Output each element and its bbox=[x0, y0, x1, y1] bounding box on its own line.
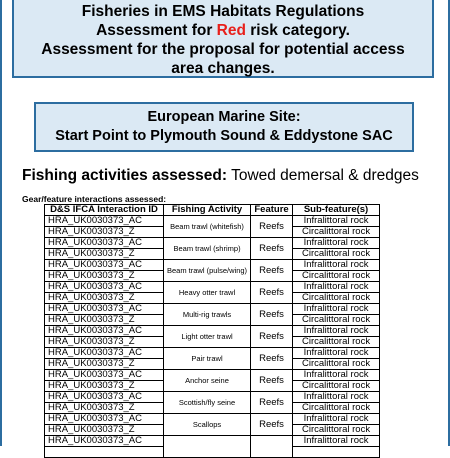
table-row bbox=[45, 238, 380, 249]
subfeature-cell: Circalittoral rock bbox=[293, 227, 380, 238]
interaction-id-cell: HRA_UK0030373_AC bbox=[45, 238, 164, 249]
interaction-id-cell: HRA_UK0030373_Z bbox=[45, 293, 164, 304]
fishing-activity-cell: Beam trawl (shrimp) bbox=[164, 238, 251, 260]
interaction-id-cell: HRA_UK0030373_Z bbox=[45, 337, 164, 348]
interaction-id-cell: HRA_UK0030373_Z bbox=[45, 403, 164, 414]
subfeature-cell: Circalittoral rock bbox=[293, 337, 380, 348]
fishing-activities-value: Towed demersal & dredges bbox=[227, 167, 419, 184]
subfeature-cell: Infralittoral rock bbox=[293, 282, 380, 293]
subfeature-cell: Infralittoral rock bbox=[293, 436, 380, 447]
fishing-activity-cell: Scottish/fly seine bbox=[164, 392, 251, 414]
fishing-activity-cell: Beam trawl (whitefish) bbox=[164, 216, 251, 238]
interaction-id-cell: HRA_UK0030373_Z bbox=[45, 359, 164, 370]
table-row bbox=[45, 282, 380, 293]
interaction-id-cell bbox=[45, 447, 164, 458]
table-row bbox=[45, 348, 380, 359]
table-row bbox=[45, 304, 380, 315]
table-header-row bbox=[45, 205, 380, 216]
interaction-id-cell: HRA_UK0030373_Z bbox=[45, 381, 164, 392]
interaction-id-cell: HRA_UK0030373_AC bbox=[45, 414, 164, 425]
feature-cell: Reefs bbox=[251, 348, 293, 370]
table-row bbox=[45, 414, 380, 425]
interaction-id-cell: HRA_UK0030373_Z bbox=[45, 271, 164, 282]
fishing-activity-cell: Scallops bbox=[164, 414, 251, 436]
interaction-id-cell: HRA_UK0030373_Z bbox=[45, 315, 164, 326]
col-header-activity: Fishing Activity bbox=[164, 205, 251, 216]
interaction-id-cell: HRA_UK0030373_AC bbox=[45, 436, 164, 447]
feature-cell: Reefs bbox=[251, 282, 293, 304]
interaction-id-cell: HRA_UK0030373_AC bbox=[45, 392, 164, 403]
subfeature-cell: Circalittoral rock bbox=[293, 271, 380, 282]
feature-cell: Reefs bbox=[251, 216, 293, 238]
header-line-2 bbox=[14, 21, 432, 40]
interaction-id-cell: HRA_UK0030373_AC bbox=[45, 326, 164, 337]
subfeature-cell: Circalittoral rock bbox=[293, 293, 380, 304]
subfeature-cell: Circalittoral rock bbox=[293, 381, 380, 392]
col-header-subfeature: Sub-feature(s) bbox=[293, 205, 380, 216]
fishing-activity-cell: Heavy otter trawl bbox=[164, 282, 251, 304]
subfeature-cell: Infralittoral rock bbox=[293, 326, 380, 337]
subfeature-cell: Circalittoral rock bbox=[293, 403, 380, 414]
interaction-id-cell: HRA_UK0030373_AC bbox=[45, 216, 164, 227]
interaction-id-cell: HRA_UK0030373_AC bbox=[45, 370, 164, 381]
header-line-2-post: risk category. bbox=[245, 22, 350, 39]
header-line-3: Assessment for the proposal for potential access bbox=[41, 41, 405, 58]
fishing-activity-cell bbox=[164, 436, 251, 458]
subfeature-cell: Infralittoral rock bbox=[293, 304, 380, 315]
feature-cell: Reefs bbox=[251, 260, 293, 282]
fishing-activities-label: Fishing activities assessed: bbox=[22, 167, 228, 184]
subfeature-cell: Infralittoral rock bbox=[293, 260, 380, 271]
document-header bbox=[12, 0, 434, 78]
fishing-activity-cell: Beam trawl (pulse/wing) bbox=[164, 260, 251, 282]
subfeature-cell: Infralittoral rock bbox=[293, 348, 380, 359]
site-line-1: European Marine Site: bbox=[147, 109, 301, 125]
feature-cell: Reefs bbox=[251, 392, 293, 414]
interaction-id-cell: HRA_UK0030373_Z bbox=[45, 249, 164, 260]
table-row bbox=[45, 260, 380, 271]
site-line-2: Start Point to Plymouth Sound & Eddystone SAC bbox=[55, 128, 393, 144]
subfeature-cell: Circalittoral rock bbox=[293, 315, 380, 326]
header-line-1: Fisheries in EMS Habitats Regulations bbox=[81, 3, 365, 20]
subfeature-cell: Infralittoral rock bbox=[293, 370, 380, 381]
fishing-activity-cell: Pair trawl bbox=[164, 348, 251, 370]
fishing-activity-cell: Light otter trawl bbox=[164, 326, 251, 348]
gear-interactions-label: Gear/feature interactions assessed: bbox=[22, 194, 167, 204]
interaction-id-cell: HRA_UK0030373_Z bbox=[45, 425, 164, 436]
col-header-feature: Feature bbox=[251, 205, 293, 216]
table-row bbox=[45, 370, 380, 381]
fishing-activity-cell: Anchor seine bbox=[164, 370, 251, 392]
subfeature-cell: Infralittoral rock bbox=[293, 216, 380, 227]
subfeature-cell bbox=[293, 447, 380, 458]
subfeature-cell: Circalittoral rock bbox=[293, 359, 380, 370]
subfeature-cell: Circalittoral rock bbox=[293, 249, 380, 260]
header-line-4: area changes. bbox=[171, 60, 275, 77]
interaction-id-cell: HRA_UK0030373_AC bbox=[45, 282, 164, 293]
feature-cell: Reefs bbox=[251, 238, 293, 260]
table-row bbox=[45, 326, 380, 337]
subfeature-cell: Infralittoral rock bbox=[293, 238, 380, 249]
subfeature-cell: Circalittoral rock bbox=[293, 425, 380, 436]
feature-cell: Reefs bbox=[251, 326, 293, 348]
feature-cell: Reefs bbox=[251, 304, 293, 326]
subfeature-cell: Infralittoral rock bbox=[293, 392, 380, 403]
feature-cell: Reefs bbox=[251, 370, 293, 392]
header-line-2-pre: Assessment for bbox=[96, 22, 217, 39]
table-row bbox=[45, 216, 380, 227]
interaction-id-cell: HRA_UK0030373_AC bbox=[45, 348, 164, 359]
table-row bbox=[45, 392, 380, 403]
col-header-id: D&S IFCA Interaction ID bbox=[45, 205, 164, 216]
interaction-id-cell: HRA_UK0030373_Z bbox=[45, 227, 164, 238]
site-box bbox=[34, 102, 414, 152]
subfeature-cell: Infralittoral rock bbox=[293, 414, 380, 425]
feature-cell bbox=[251, 436, 293, 458]
fishing-activities bbox=[22, 167, 419, 185]
interaction-table bbox=[44, 204, 380, 458]
fishing-activity-cell: Multi-rig trawls bbox=[164, 304, 251, 326]
feature-cell: Reefs bbox=[251, 414, 293, 436]
risk-category-red: Red bbox=[216, 22, 246, 39]
interaction-id-cell: HRA_UK0030373_AC bbox=[45, 304, 164, 315]
table-body bbox=[45, 216, 380, 458]
table-row bbox=[45, 436, 380, 447]
interaction-id-cell: HRA_UK0030373_AC bbox=[45, 260, 164, 271]
